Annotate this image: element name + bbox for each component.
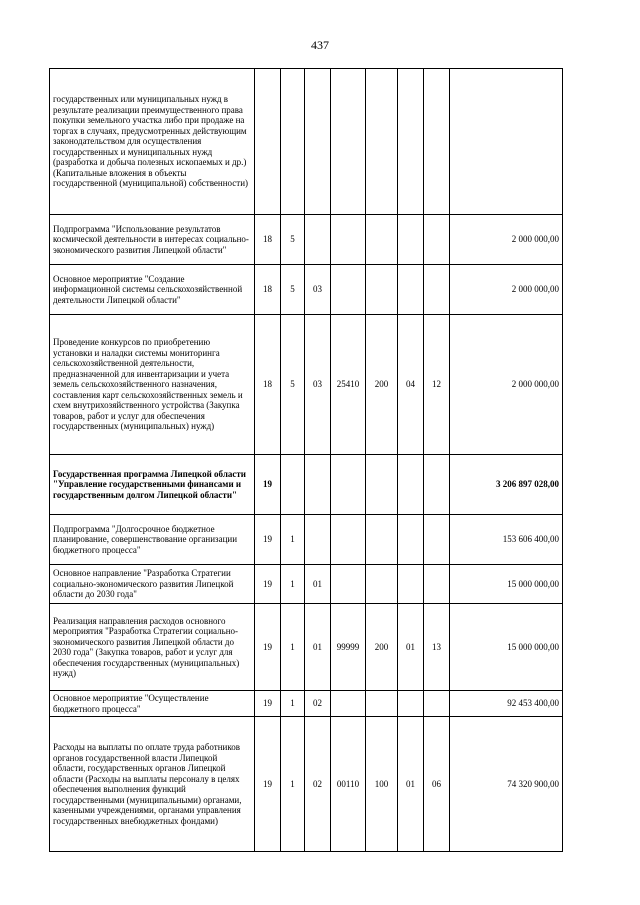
- row-code-c5: [366, 69, 398, 215]
- row-code-c1: 18: [255, 265, 281, 315]
- row-code-c5: [366, 515, 398, 565]
- row-code-c7: [424, 565, 450, 604]
- table-row: [50, 515, 563, 565]
- row-code-c2: 1: [281, 515, 305, 565]
- row-code-c2: [281, 455, 305, 515]
- row-amount: 153 606 400,00: [450, 515, 563, 565]
- row-code-c7: [424, 69, 450, 215]
- row-code-c2: 1: [281, 565, 305, 604]
- row-code-c5: [366, 691, 398, 717]
- row-code-c7: [424, 265, 450, 315]
- row-code-c1: 19: [255, 565, 281, 604]
- row-name: Основное направление "Разработка Стратегии социально-экономического развития Липецкой области до 2030 года": [50, 565, 255, 604]
- row-code-c3: 01: [305, 565, 331, 604]
- row-code-c1: [255, 69, 281, 215]
- row-code-c3: 02: [305, 717, 331, 852]
- row-code-c2: 1: [281, 717, 305, 852]
- row-amount: 2 000 000,00: [450, 315, 563, 455]
- row-amount: 3 206 897 028,00: [450, 455, 563, 515]
- row-code-c3: [305, 69, 331, 215]
- row-code-c6: [398, 69, 424, 215]
- row-amount: 74 320 900,00: [450, 717, 563, 852]
- row-code-c6: 04: [398, 315, 424, 455]
- row-code-c3: [305, 215, 331, 265]
- table-row: [50, 604, 563, 691]
- table-row: [50, 315, 563, 455]
- row-code-c2: 5: [281, 315, 305, 455]
- row-name: Проведение конкурсов по приобретению установки и наладки системы мониторинга сельскохозяйственной деятельности, предназначенной для инвентаризации и учета земель сельскохозяйственного назначения, составления карт сельскохозяйственных земель и схем внутрихозяйственного устройства (Закупка товаров, работ и услуг для обеспечения государственных (муниципальных) нужд): [50, 315, 255, 455]
- row-code-c7: 06: [424, 717, 450, 852]
- table-row: [50, 717, 563, 852]
- row-code-c5: [366, 565, 398, 604]
- row-code-c3: 03: [305, 315, 331, 455]
- row-code-c4: [331, 691, 366, 717]
- row-code-c7: [424, 691, 450, 717]
- row-code-c4: [331, 515, 366, 565]
- row-code-c1: 19: [255, 604, 281, 691]
- row-code-c6: 01: [398, 604, 424, 691]
- row-name: Основное мероприятие "Осуществление бюджетного процесса": [50, 691, 255, 717]
- row-code-c4: 00110: [331, 717, 366, 852]
- row-code-c5: 200: [366, 604, 398, 691]
- row-code-c6: [398, 565, 424, 604]
- row-amount: 15 000 000,00: [450, 565, 563, 604]
- row-code-c7: 12: [424, 315, 450, 455]
- row-name: Реализация направления расходов основного мероприятия "Разработка Стратегии социально-экономического развития Липецкой области до 2030 года" (Закупка товаров, работ и услуг для обеспечения государственных (муниципальных) нужд): [50, 604, 255, 691]
- row-code-c4: [331, 215, 366, 265]
- row-code-c5: 200: [366, 315, 398, 455]
- row-code-c6: 01: [398, 717, 424, 852]
- row-amount: 2 000 000,00: [450, 265, 563, 315]
- row-name: Государственная программа Липецкой области "Управление государственными финансами и государственным долгом Липецкой области": [50, 455, 255, 515]
- row-amount: 2 000 000,00: [450, 215, 563, 265]
- row-code-c2: 1: [281, 691, 305, 717]
- row-code-c7: [424, 215, 450, 265]
- table-row: [50, 69, 563, 215]
- table-row: [50, 215, 563, 265]
- row-code-c2: 1: [281, 604, 305, 691]
- table-row: [50, 691, 563, 717]
- row-name: Подпрограмма "Долгосрочное бюджетное планирование, совершенствование организации бюджетного процесса": [50, 515, 255, 565]
- row-code-c6: [398, 691, 424, 717]
- row-name: Расходы на выплаты по оплате труда работников органов государственной власти Липецкой области, государственных органов Липецкой области (Расходы на выплаты персоналу в целях обеспечения выполнения функций государственными (муниципальными) органами, казенными учреждениями, органами управления государственных внебюджетных фондами): [50, 717, 255, 852]
- row-code-c3: 02: [305, 691, 331, 717]
- row-code-c4: [331, 69, 366, 215]
- row-code-c5: [366, 215, 398, 265]
- row-code-c2: 5: [281, 265, 305, 315]
- row-code-c1: 19: [255, 717, 281, 852]
- budget-table: [49, 68, 563, 852]
- row-code-c2: [281, 69, 305, 215]
- table-row: [50, 455, 563, 515]
- row-code-c7: [424, 455, 450, 515]
- table-body: [50, 69, 563, 852]
- row-code-c2: 5: [281, 215, 305, 265]
- row-code-c4: [331, 565, 366, 604]
- row-amount: 15 000 000,00: [450, 604, 563, 691]
- table-row: [50, 565, 563, 604]
- row-code-c3: 03: [305, 265, 331, 315]
- row-code-c1: 19: [255, 691, 281, 717]
- row-code-c3: [305, 455, 331, 515]
- row-code-c6: [398, 455, 424, 515]
- row-code-c4: 25410: [331, 315, 366, 455]
- row-code-c1: 19: [255, 515, 281, 565]
- row-code-c4: [331, 265, 366, 315]
- row-code-c7: [424, 515, 450, 565]
- row-code-c4: [331, 455, 366, 515]
- row-code-c6: [398, 265, 424, 315]
- row-code-c5: 100: [366, 717, 398, 852]
- table-row: [50, 265, 563, 315]
- row-code-c1: 19: [255, 455, 281, 515]
- row-amount: 92 453 400,00: [450, 691, 563, 717]
- row-code-c5: [366, 455, 398, 515]
- page-number: 437: [311, 38, 329, 52]
- row-amount: [450, 69, 563, 215]
- row-code-c1: 18: [255, 215, 281, 265]
- row-code-c3: [305, 515, 331, 565]
- row-name: государственных или муниципальных нужд в результате реализации преимущественного права покупки земельного участка либо при продаже на торгах в случаях, предусмотренных действующим законодательством для осуществления государственных и муниципальных нужд (разработка и добыча полезных ископаемых и др.) (Капитальные вложения в объекты государственной (муниципальной) собственности): [50, 69, 255, 215]
- row-code-c3: 01: [305, 604, 331, 691]
- row-code-c4: 99999: [331, 604, 366, 691]
- row-code-c6: [398, 515, 424, 565]
- row-code-c7: 13: [424, 604, 450, 691]
- row-name: Подпрограмма "Использование результатов космической деятельности в интересах социально-экономического развития Липецкой области": [50, 215, 255, 265]
- row-name: Основное мероприятие "Создание информационной системы сельскохозяйственной деятельности Липецкой области": [50, 265, 255, 315]
- row-code-c1: 18: [255, 315, 281, 455]
- row-code-c6: [398, 215, 424, 265]
- row-code-c5: [366, 265, 398, 315]
